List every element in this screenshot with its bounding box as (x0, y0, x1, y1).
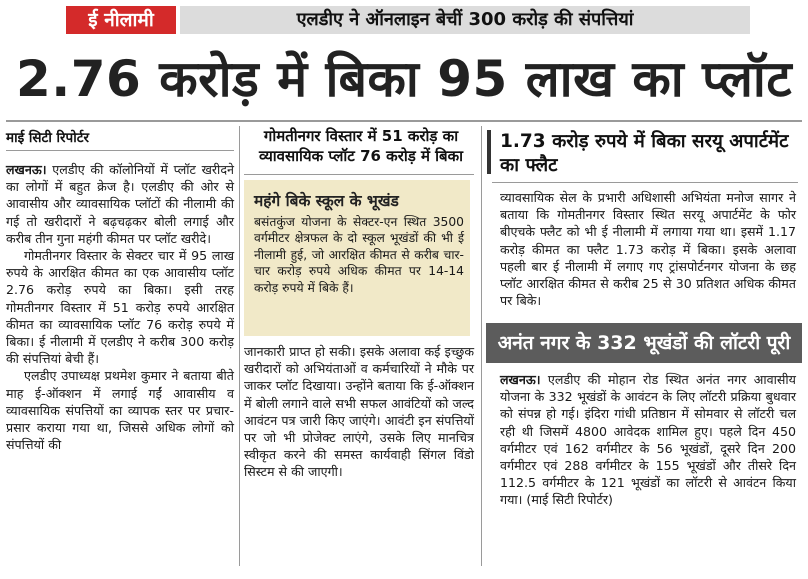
column1-body (6, 161, 234, 453)
column1-paragraph-2: गोमतीनगर विस्तार के सेक्टर चार में 95 लाख रुपये के आरक्षित कीमत का एक आवासीय प्लॉट 2.76 करोड़ रुपये का बिका। इसी तरह गोमतीनगर विस्तार में 51 करोड़ रुपये आरक्षित कीमत का व्यावसायिक प्लॉट 76 करोड़ रुपये में बिका। ई नीलामी में एलडीए ने करीब 300 करोड़ की संपत्तियां बेची हैं। (6, 248, 234, 367)
column-divider-1 (239, 126, 240, 566)
headline-divider (6, 120, 802, 122)
school-plots-box-title: महंगे बिके स्कूल के भूखंड (254, 192, 399, 210)
column1-paragraph-1-text: एलडीए की कॉलोनियों में प्लॉट खरीदने का लोगों में बहुत क्रेज है। एलडीए की ओर से आवासीय और व्यावसायिक प्लॉटों की नीलामी की गई तो खरीदारों ने बढ़चढ़कर बोली लगाई और करीब तीन गुना महंगी कीमत पर प्लॉट खरीदे। (6, 162, 234, 246)
school-plots-box-body: बसंतकुंज योजना के सेक्टर-एन स्थित 3500 वर्गमीटर क्षेत्रफल के दो स्कूल भूखंडों की भी ई नीलामी हुई, जो आरक्षित कीमत से करीब चार-चार करोड़ रुपये अधिक कीमत पर 14-14 करोड़ रुपये में बिके हैं। (254, 215, 464, 295)
column3-headline: 1.73 करोड़ रुपये में बिका सरयू अपार्टमेंट का फ्लैट (500, 131, 789, 176)
lottery-banner: अनंत नगर के 332 भूखंडों की लॉटरी पूरी (486, 323, 802, 363)
col2-headline-rule (244, 174, 474, 175)
column2-body: जानकारी प्राप्त हो सकी। इसके अलावा कई इच्छुक खरीदारों को अभियंताओं व कर्मचारियों ने मौके पर जाकर प्लॉट दिखाया। उन्होंने बताया कि ई-ऑक्शन में बोली लगाने वाले सभी सफल आवंटियों को जल्द आवंटन पत्र जारी किए जाएंगे। आवंटी इन संपत्तियों पर जो भी प्रोजेक्ट लाएंगे, उसके लिए मानचित्र स्वीकृत करने की समस्त कार्यवाही सिंगल विंडो सिस्टम से की जाएगी। (244, 344, 474, 480)
col3-accent-bar (487, 130, 491, 174)
column-divider-2 (481, 126, 482, 566)
main-headline: 2.76 करोड़ में बिका 95 लाख का प्लॉट (15, 50, 793, 108)
col3-headline-rule (492, 182, 798, 183)
subheadline: एलडीए ने ऑनलाइन बेचीं 300 करोड़ की संपत्तियां (180, 6, 750, 34)
column3-dateline: लखनऊ। (500, 372, 541, 387)
col1-byline-rule (6, 150, 234, 151)
column2-headline: गोमतीनगर विस्तार में 51 करोड़ का व्यावसायिक प्लॉट 76 करोड़ में बिका (258, 127, 464, 165)
column1-dateline: लखनऊ। (6, 162, 47, 177)
column1-paragraph-3: एलडीए उपाध्यक्ष प्रथमेश कुमार ने बताया बीते माह ई-ऑक्शन में लगाई गईं आवासीय व व्यावसायिक संपत्तियों का व्यापक स्तर पर प्रचार-प्रसार कराया गया था, जिससे अधिक लोगों को संपत्तियों की (6, 368, 234, 453)
byline: माई सिटी रिपोर्टर (6, 130, 90, 146)
section-kicker: ई नीलामी (66, 6, 176, 34)
column3-lottery-body (500, 371, 796, 509)
column3-lottery-text: एलडीए की मोहान रोड स्थित अनंत नगर आवासीय योजना के 332 भूखंडों के आवंटन के लिए लॉटरी प्रक्रिया बुधवार को संपन्न हो गई। इंदिरा गांधी प्रतिष्ठान में सोमवार से लॉटरी चल रही थी जिसमें 4800 आवेदक शामिल हुए। पहले दिन 450 वर्गमीटर एवं 162 वर्गमीटर के 56 भूखंडों, दूसरे दिन 200 वर्गमीटर एवं 288 वर्गमीटर के 155 भूखंडों और तीसरे दिन 112.5 वर्गमीटर के 121 भूखंडों का लॉटरी से आवंटन किया गया। (माई सिटी रिपोर्टर) (500, 372, 796, 508)
column3-body: व्यावसायिक सेल के प्रभारी अधिशासी अभियंता मनोज सागर ने बताया कि गोमतीनगर विस्तार स्थित सरयू अपार्टमेंट के फोर बीएचके फ्लैट को भी ई नीलामी में लगाया गया था। इसमें 1.17 करोड़ कीमत का फ्लैट 1.73 करोड़ में बिका। इसके अलावा पहली बार ई नीलामी में लगाए गए ट्रांसपोर्टनगर योजना के छह प्लॉट आरक्षित कीमत से करीब 25 से 30 प्रतिशत अधिक कीमत पर बिके। (500, 190, 796, 309)
column1-paragraph-1 (6, 161, 234, 247)
